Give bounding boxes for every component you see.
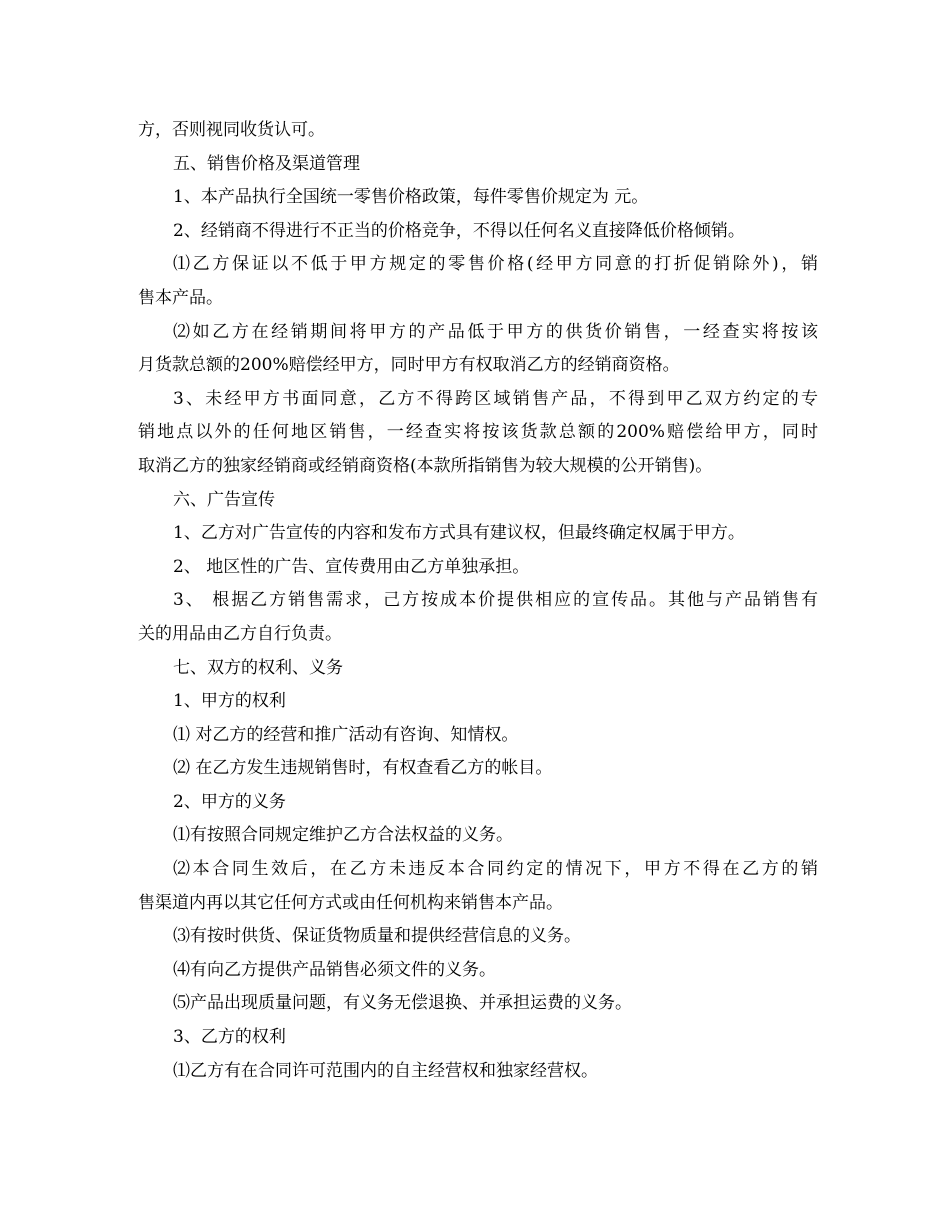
text-line: ⑴乙方有在合同许可范围内的自主经营权和独家经营权。 xyxy=(173,1060,598,1081)
text-line: 2、 地区性的广告、宣传费用由乙方单独承担。 xyxy=(173,556,530,577)
text-line: 销地点以外的任何地区销售，一经查实将按该货款总额的200%赔偿给甲方，同时 xyxy=(138,422,818,443)
text-line: 3、 根据乙方销售需求，己方按成本价提供相应的宣传品。其他与产品销售有 xyxy=(173,590,818,611)
text-line: 3、未经甲方书面同意，乙方不得跨区域销售产品，不得到甲乙双方约定的专 xyxy=(173,388,818,409)
section-heading: 七、双方的权利、义务 xyxy=(173,657,343,678)
text-line: ⑵ 在乙方发生违规销售时，有权查看乙方的帐目。 xyxy=(173,758,553,779)
subsection-heading: 3、乙方的权利 xyxy=(173,1027,286,1048)
section-heading: 五、销售价格及渠道管理 xyxy=(173,153,360,174)
text-line: ⑴ 对乙方的经营和推广活动有咨询、知情权。 xyxy=(173,724,519,745)
text-line: 月货款总额的200%赔偿经甲方，同时甲方有权取消乙方的经销商资格。 xyxy=(138,355,680,376)
subsection-heading: 1、甲方的权利 xyxy=(173,691,286,712)
text-line: 2、经销商不得进行不正当的价格竞争，不得以任何名义直接降低价格倾销。 xyxy=(173,220,745,241)
text-line: 方，否则视同收货认可。 xyxy=(138,120,325,140)
text-line: ⑵本合同生效后，在乙方未违反本合同约定的情况下，甲方不得在乙方的销 xyxy=(173,859,818,880)
document-body xyxy=(138,114,818,1088)
subsection-heading: 2、甲方的义务 xyxy=(173,791,286,812)
text-line: 售渠道内再以其它任何方式或由任何机构来销售本产品。 xyxy=(138,892,563,913)
text-line: ⑸产品出现质量问题，有义务无偿退换、并承担运费的义务。 xyxy=(173,993,632,1014)
text-line: ⑴有按照合同规定维护乙方合法权益的义务。 xyxy=(173,825,513,846)
text-line: 关的用品由乙方自行负责。 xyxy=(138,623,342,644)
section-heading: 六、广告宣传 xyxy=(173,489,275,510)
text-line: ⑴乙方保证以不低于甲方规定的零售价格(经甲方同意的打折促销除外)，销 xyxy=(173,254,818,275)
text-line: 取消乙方的独家经销商或经销商资格(本款所指销售为较大规模的公开销售)。 xyxy=(138,455,713,476)
text-line: 1、乙方对广告宣传的内容和发布方式具有建议权，但最终确定权属于甲方。 xyxy=(173,523,745,544)
text-line: ⑵如乙方在经销期间将甲方的产品低于甲方的供货价销售，一经查实将按该 xyxy=(173,321,818,342)
text-line: ⑶有按时供货、保证货物质量和提供经营信息的义务。 xyxy=(173,926,581,947)
text-line: 1、本产品执行全国统一零售价格政策，每件零售价规定为 元。 xyxy=(173,187,649,208)
text-line: 售本产品。 xyxy=(138,287,223,308)
text-line: ⑷有向乙方提供产品销售必须文件的义务。 xyxy=(173,959,496,980)
